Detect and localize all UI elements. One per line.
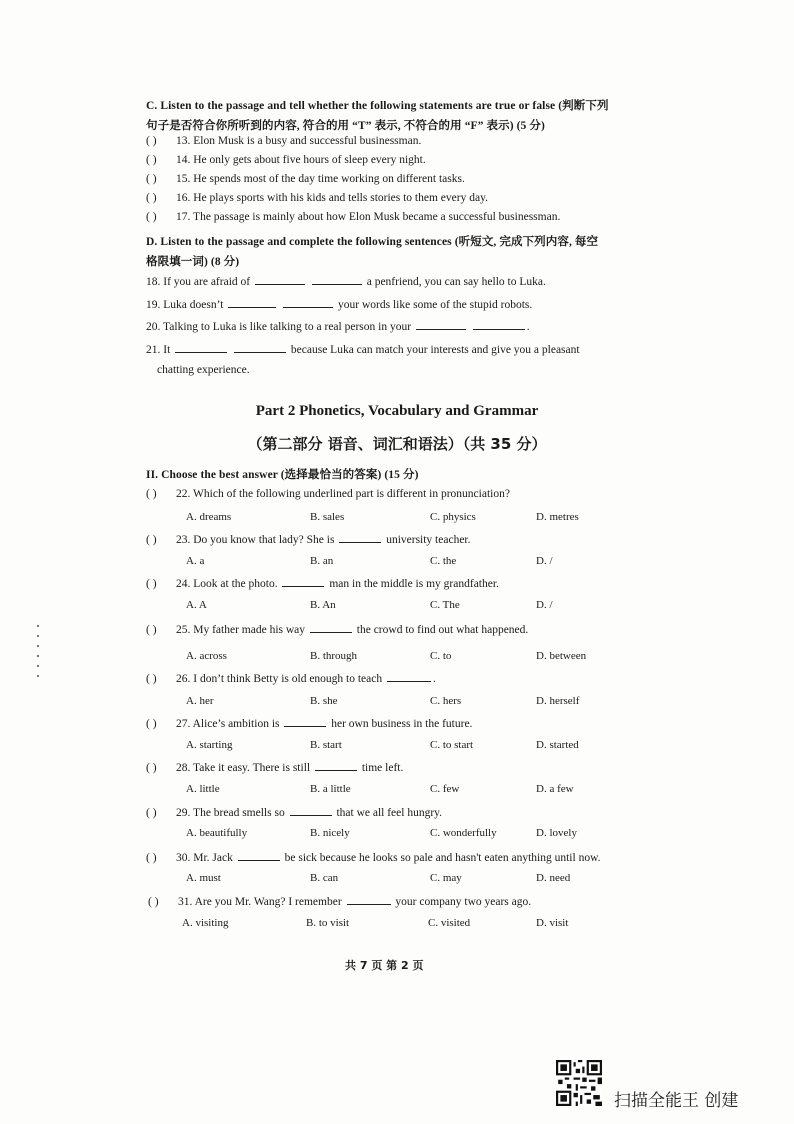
mc-question-31: [148, 894, 531, 908]
tf-item-14: [146, 154, 426, 166]
fill-item-text: your words like some of the stupid robots.: [338, 299, 533, 311]
option-a[interactable]: A. starting: [186, 739, 233, 751]
mc-question-28: [146, 760, 403, 774]
answer-blank[interactable]: [339, 532, 381, 543]
option-a[interactable]: A. her: [186, 695, 214, 707]
answer-paren[interactable]: ( ): [146, 718, 157, 730]
answer-paren[interactable]: ( ): [146, 135, 157, 147]
question-stem: .: [433, 673, 436, 685]
qr-code-icon: [556, 1060, 602, 1106]
fill-item-18: [146, 274, 546, 288]
page-number: 共 7 页 第 2 页: [345, 959, 424, 972]
question-stem: man in the middle is my grandfather.: [329, 578, 499, 590]
tf-item-13: [146, 135, 421, 147]
tf-item-text: 14. He only gets about five hours of sleep every night.: [176, 154, 426, 166]
option-c[interactable]: C. wonderfully: [430, 827, 497, 839]
fill-item-21-continued: chatting experience.: [157, 364, 250, 376]
fill-item-text: a penfriend, you can say hello to Luka.: [366, 276, 546, 288]
option-b[interactable]: B. through: [310, 650, 358, 662]
fill-item-text: 19. Luka doesn’t: [146, 299, 224, 311]
option-b[interactable]: B. start: [310, 739, 342, 751]
option-a[interactable]: A. must: [186, 872, 221, 884]
option-c[interactable]: C. hers: [430, 695, 462, 707]
answer-paren[interactable]: ( ): [146, 211, 157, 223]
option-b[interactable]: B. can: [310, 872, 339, 884]
answer-paren[interactable]: ( ): [146, 673, 157, 685]
question-stem: 23. Do you know that lady? She is: [176, 534, 335, 546]
tf-item-text: 17. The passage is mainly about how Elon Musk became a successful businessman.: [176, 211, 561, 223]
fill-item-text: .: [526, 321, 530, 333]
question-stem: the crowd to find out what happened.: [356, 624, 529, 636]
option-c[interactable]: C. to: [430, 650, 452, 662]
answer-blank[interactable]: [255, 274, 305, 285]
answer-blank[interactable]: [347, 894, 391, 905]
mc-question-27: [146, 716, 472, 730]
option-a[interactable]: A. little: [186, 783, 220, 795]
option-b[interactable]: B. a little: [310, 783, 351, 795]
answer-blank[interactable]: [234, 342, 286, 353]
answer-paren[interactable]: ( ): [146, 807, 157, 819]
answer-blank[interactable]: [312, 274, 362, 285]
option-d[interactable]: D. herself: [536, 695, 580, 707]
option-b[interactable]: B. sales: [310, 511, 345, 523]
option-b[interactable]: B. she: [310, 695, 338, 707]
option-d[interactable]: D. /: [536, 555, 553, 567]
fill-item-text: 20. Talking to Luka is like talking to a real person in your: [146, 321, 412, 333]
answer-blank[interactable]: [282, 576, 324, 587]
answer-paren[interactable]: ( ): [146, 534, 157, 546]
answer-blank[interactable]: [238, 850, 280, 861]
answer-paren[interactable]: ( ): [146, 762, 157, 774]
option-a[interactable]: A. visiting: [182, 917, 229, 929]
option-a[interactable]: A. dreams: [186, 511, 232, 523]
option-a[interactable]: A. A: [186, 599, 207, 611]
section-d-heading-line2: 格限填一词) (8 分): [146, 256, 240, 268]
question-stem: university teacher.: [386, 534, 471, 546]
scanner-watermark: 扫描全能王 创建: [614, 1091, 739, 1111]
mc-question-26: [146, 671, 436, 685]
answer-blank[interactable]: [310, 622, 352, 633]
tf-item-text: 15. He spends most of the day time working on different tasks.: [176, 173, 465, 185]
answer-paren[interactable]: ( ): [146, 488, 157, 500]
option-b[interactable]: B. an: [310, 555, 334, 567]
option-c[interactable]: C. The: [430, 599, 460, 611]
tf-item-17: [146, 211, 560, 223]
answer-blank[interactable]: [290, 805, 332, 816]
tf-item-15: [146, 173, 465, 185]
answer-blank[interactable]: [284, 716, 326, 727]
answer-paren[interactable]: ( ): [146, 192, 157, 204]
question-stem: time left.: [361, 762, 404, 774]
option-d[interactable]: D. visit: [536, 917, 569, 929]
option-b[interactable]: B. to visit: [306, 917, 350, 929]
mc-question-24: [146, 576, 499, 590]
question-stem: 25. My father made his way: [176, 624, 306, 636]
answer-blank[interactable]: [473, 319, 525, 330]
option-d[interactable]: D. need: [536, 872, 571, 884]
tf-item-text: 13. Elon Musk is a busy and successful businessman.: [176, 135, 422, 147]
option-c[interactable]: C. the: [430, 555, 457, 567]
section-d-heading-line1: D. Listen to the passage and complete the following sentences (听短文, 完成下列内容, 每空: [146, 236, 599, 248]
mc-question-25: [146, 622, 528, 636]
fill-item-19: [146, 297, 532, 311]
part-2-title: Part 2 Phonetics, Vocabulary and Grammar: [255, 403, 539, 419]
option-a[interactable]: A. beautifully: [186, 827, 248, 839]
binding-margin-dots: [37, 625, 39, 685]
answer-blank[interactable]: [228, 297, 276, 308]
question-stem: 30. Mr. Jack: [176, 852, 233, 864]
question-stem: your company two years ago.: [395, 896, 532, 908]
answer-blank[interactable]: [315, 760, 357, 771]
question-stem: 26. I don’t think Betty is old enough to teach: [176, 673, 383, 685]
question-stem: her own business in the future.: [331, 718, 473, 730]
section-c-heading-line2: 句子是否符合你所听到的内容, 符合的用 “T” 表示, 不符合的用 “F” 表示) (5 分): [146, 120, 545, 132]
option-b[interactable]: B. An: [310, 599, 336, 611]
answer-paren[interactable]: ( ): [146, 173, 157, 185]
answer-paren[interactable]: ( ): [146, 624, 157, 636]
answer-blank[interactable]: [175, 342, 227, 353]
option-c[interactable]: C. physics: [430, 511, 476, 523]
option-c[interactable]: C. to start: [430, 739, 474, 751]
mc-question-30: [146, 850, 601, 864]
section-ii-heading: II. Choose the best answer (选择最恰当的答案) (15 分): [146, 469, 419, 481]
question-stem: 27. Alice’s ambition is: [176, 718, 280, 730]
question-stem: that we all feel hungry.: [336, 807, 443, 819]
question-stem: 24. Look at the photo.: [176, 578, 278, 590]
option-d[interactable]: D. metres: [536, 511, 579, 523]
question-stem: 22. Which of the following underlined part is different in pronunciation?: [176, 488, 510, 500]
option-c[interactable]: C. few: [430, 783, 460, 795]
part-2-subtitle: （第二部分 语音、词汇和语法）（共 35 分）: [247, 435, 547, 453]
tf-item-text: 16. He plays sports with his kids and tells stories to them every day.: [176, 192, 488, 204]
fill-item-text: because Luka can match your interests and give you a pleasant: [290, 344, 580, 356]
fill-item-21: [146, 342, 580, 356]
answer-paren[interactable]: ( ): [146, 852, 157, 864]
question-stem: 31. Are you Mr. Wang? I remember: [178, 896, 342, 908]
option-d[interactable]: D. a few: [536, 783, 574, 795]
answer-blank[interactable]: [283, 297, 333, 308]
option-d[interactable]: D. between: [536, 650, 587, 662]
option-c[interactable]: C. may: [430, 872, 462, 884]
mc-question-29: [146, 805, 442, 819]
option-c[interactable]: C. visited: [428, 917, 471, 929]
option-a[interactable]: A. a: [186, 555, 205, 567]
question-stem: be sick because he looks so pale and hasn't eaten anything until now.: [284, 852, 601, 864]
fill-item-20: [146, 319, 530, 333]
question-stem: 29. The bread smells so: [176, 807, 285, 819]
option-d[interactable]: D. lovely: [536, 827, 577, 839]
mc-question-22: [146, 488, 510, 500]
answer-paren[interactable]: ( ): [146, 154, 157, 166]
answer-blank[interactable]: [387, 671, 431, 682]
answer-paren[interactable]: ( ): [146, 578, 157, 590]
answer-paren[interactable]: ( ): [148, 896, 159, 908]
fill-item-text: 21. It: [146, 344, 171, 356]
fill-item-text: 18. If you are afraid of: [146, 276, 251, 288]
option-d[interactable]: D. started: [536, 739, 579, 751]
mc-question-23: [146, 532, 471, 546]
answer-blank[interactable]: [416, 319, 466, 330]
option-a[interactable]: A. across: [186, 650, 227, 662]
option-d[interactable]: D. /: [536, 599, 553, 611]
section-c-heading-line1: C. Listen to the passage and tell whether the following statements are true or false (判断下列: [146, 100, 609, 112]
question-stem: 28. Take it easy. There is still: [176, 762, 311, 774]
option-b[interactable]: B. nicely: [310, 827, 350, 839]
tf-item-16: [146, 192, 488, 204]
